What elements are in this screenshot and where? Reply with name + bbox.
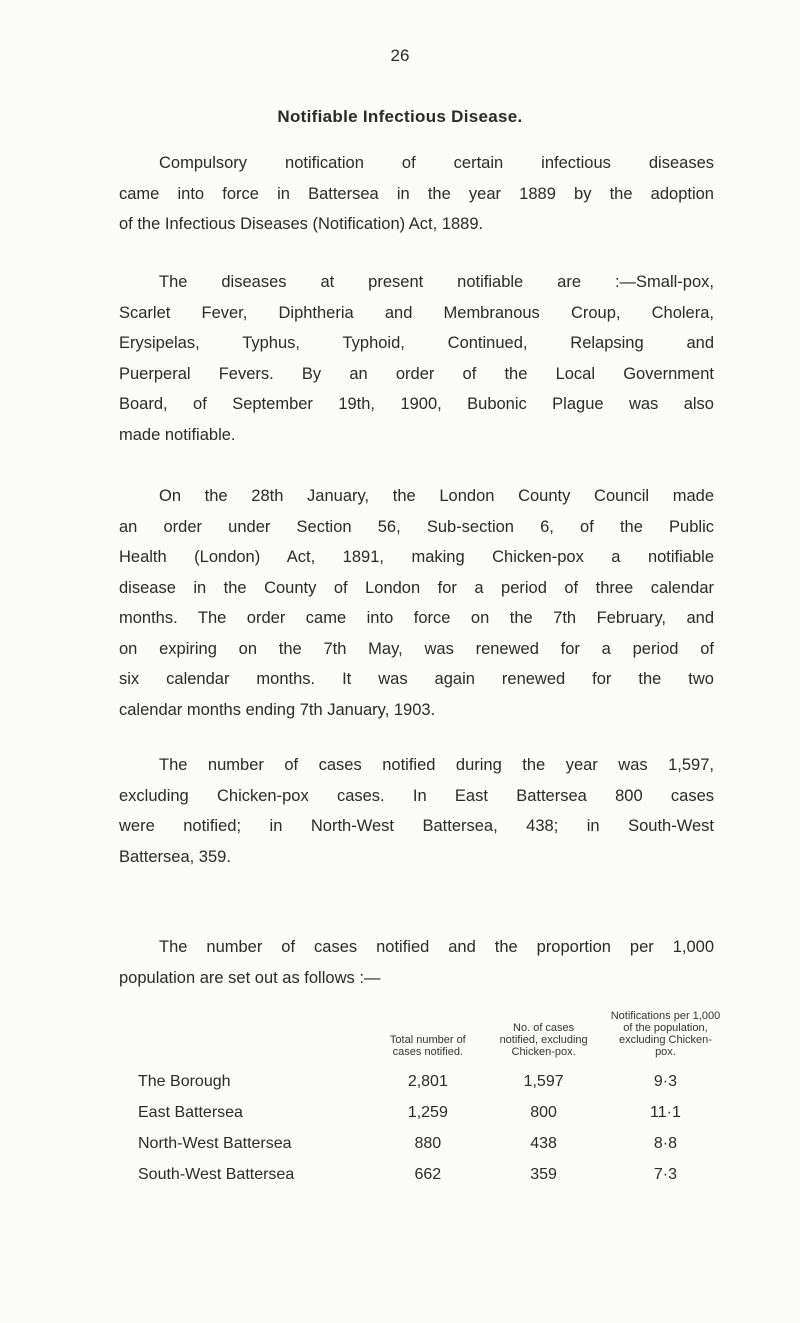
text-line: On the 28th January, the London County Council made (159, 487, 714, 505)
text-line: The diseases at present notifiable are :—Small-pox, (159, 273, 714, 291)
row-label: East Battersea (138, 1103, 243, 1121)
text-line: came into force in Battersea in the year 1889 by the adoption (119, 184, 714, 203)
text-line: made notifiable. (119, 425, 236, 444)
text-line: Health (London) Act, 1891, making Chicken-pox a notifiable (119, 548, 714, 566)
section-heading: Notifiable Infectious Disease. (277, 107, 523, 126)
column-header-total: Total number of cases notified. (389, 1034, 466, 1058)
text-line: months. The order came into force on the 7th February, and (119, 609, 714, 627)
text-line: an order under Section 56, Sub-section 6, of the Public (119, 517, 714, 536)
cell-total: 880 (414, 1134, 442, 1152)
paragraph-3 (119, 481, 714, 725)
text-line: Compulsory notification of certain infectious diseases (159, 154, 714, 172)
text-line: disease in the County of London for a period of three calendar (119, 578, 714, 597)
cell-total: 662 (414, 1165, 442, 1183)
text-line: The number of cases notified and the proportion per 1,000 (159, 938, 714, 956)
text-line: population are set out as follows :— (119, 968, 381, 987)
cell-per-thousand: 11·1 (650, 1103, 681, 1121)
cell-total: 1,259 (407, 1103, 448, 1121)
text-line: excluding Chicken-pox cases. In East Battersea 800 cases (119, 786, 714, 805)
text-line: six calendar months. It was again renewed for the two (119, 670, 714, 688)
text-line: of the Infectious Diseases (Notification) Act, 1889. (119, 215, 484, 233)
text-line: Puerperal Fevers. By an order of the Local Government (119, 364, 714, 383)
text-line: Erysipelas, Typhus, Typhoid, Continued, Relapsing and (119, 334, 714, 352)
column-header-excluding: No. of cases notified, excluding Chicken-pox. (499, 1022, 588, 1058)
row-label: The Borough (138, 1072, 231, 1090)
table-row (138, 1159, 728, 1190)
text-line: Scarlet Fever, Diphtheria and Membranous Croup, Cholera, (119, 303, 714, 322)
page-number: 26 (390, 46, 410, 65)
cell-total: 2,801 (407, 1072, 448, 1090)
cell-excluding: 359 (530, 1165, 557, 1183)
text-line: on expiring on the 7th May, was renewed for a period of (119, 639, 714, 658)
cell-excluding: 800 (530, 1103, 557, 1121)
paragraph-2 (119, 267, 714, 450)
cell-per-thousand: 7·3 (653, 1165, 678, 1183)
table-row (138, 1128, 728, 1159)
column-header-per-thousand: Notifications per 1,000 of the population, excluding Chicken-pox. (610, 1010, 721, 1058)
text-line: Board, of September 19th, 1900, Bubonic Plague was also (119, 395, 714, 413)
paragraph-1 (119, 148, 714, 240)
table-header-row (138, 1010, 728, 1066)
table-row (138, 1097, 728, 1128)
row-label: South-West Battersea (138, 1165, 295, 1183)
text-line: The number of cases notified during the year was 1,597, (159, 756, 714, 774)
row-label: North-West Battersea (138, 1134, 292, 1152)
cell-excluding: 1,597 (523, 1072, 564, 1090)
cell-per-thousand: 9·3 (653, 1072, 678, 1090)
table-row (138, 1066, 728, 1097)
text-line: were notified; in North-West Battersea, 438; in South-West (119, 817, 714, 835)
text-line: Battersea, 359. (119, 847, 231, 866)
text-line: calendar months ending 7th January, 1903. (119, 700, 436, 719)
cell-excluding: 438 (530, 1134, 557, 1152)
column-header-area (138, 1010, 371, 1066)
paragraph-5 (119, 932, 714, 993)
paragraph-4 (119, 750, 714, 872)
notifications-table (138, 1010, 728, 1190)
cell-per-thousand: 8·8 (653, 1134, 678, 1152)
